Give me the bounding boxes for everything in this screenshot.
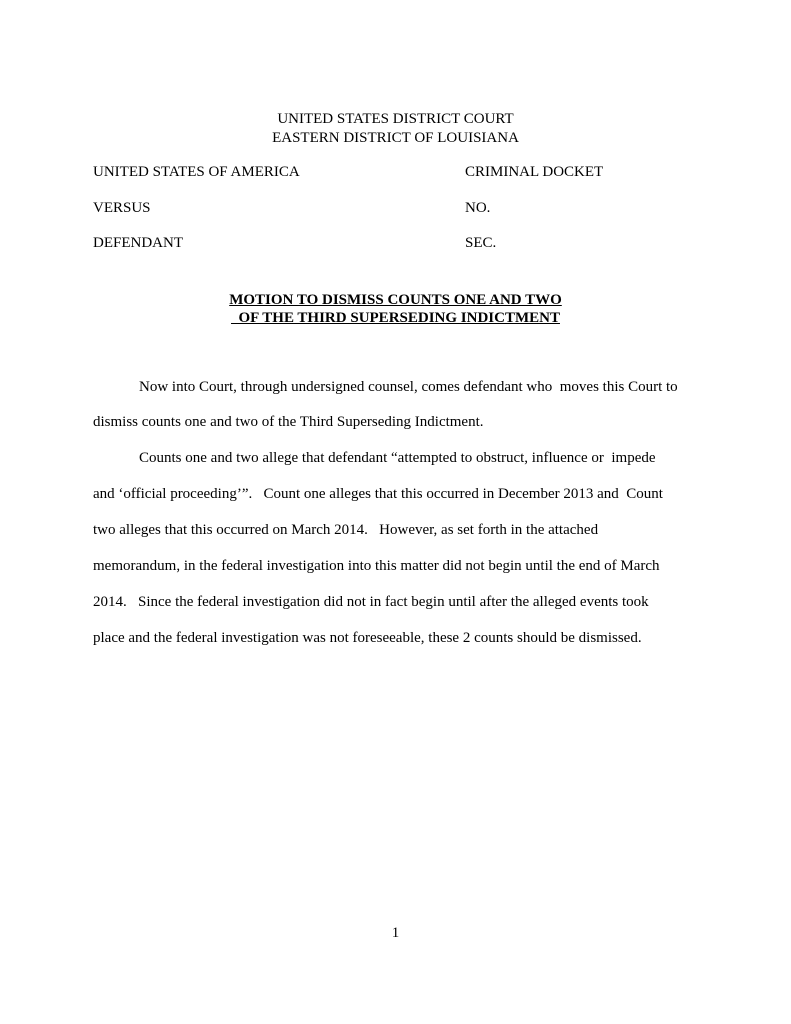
versus-label: VERSUS (93, 200, 151, 216)
body-line: Now into Court, through undersigned counsel, comes defendant who moves this Court to (139, 379, 678, 395)
body-line: dismiss counts one and two of the Third Superseding Indictment. (93, 414, 484, 430)
plaintiff-name: UNITED STATES OF AMERICA (93, 164, 300, 180)
defendant-label: DEFENDANT (93, 235, 183, 251)
motion-title (0, 291, 791, 327)
page-number: 1 (391, 925, 400, 941)
motion-title-line-1: MOTION TO DISMISS COUNTS ONE AND TWO (229, 292, 562, 308)
motion-title-line-2: OF THE THIRD SUPERSEDING INDICTMENT (231, 310, 560, 326)
body-line: two alleges that this occurred on March 2014. However, as set forth in the attached (93, 522, 599, 538)
court-name: UNITED STATES DISTRICT COURT (277, 111, 514, 127)
case-number-label: NO. (465, 200, 491, 216)
court-header (0, 110, 791, 148)
section-label: SEC. (465, 235, 497, 251)
caption-row-defendant (93, 235, 713, 255)
body-line: and ‘official proceeding’”. Count one alleges that this occurred in December 2013 and Count (93, 486, 663, 502)
body-line: 2014. Since the federal investigation did not in fact begin until after the alleged events took (93, 594, 649, 610)
caption-row-parties (93, 164, 713, 184)
body-line: Counts one and two allege that defendant “attempted to obstruct, influence or impede (139, 450, 656, 466)
docket-label: CRIMINAL DOCKET (465, 164, 604, 180)
caption-row-versus (93, 200, 713, 220)
body-line: memorandum, in the federal investigation into this matter did not begin until the end of March (93, 558, 660, 574)
body-line: place and the federal investigation was not foreseeable, these 2 counts should be dismissed. (93, 630, 642, 646)
district-name: EASTERN DISTRICT OF LOUISIANA (272, 130, 519, 146)
